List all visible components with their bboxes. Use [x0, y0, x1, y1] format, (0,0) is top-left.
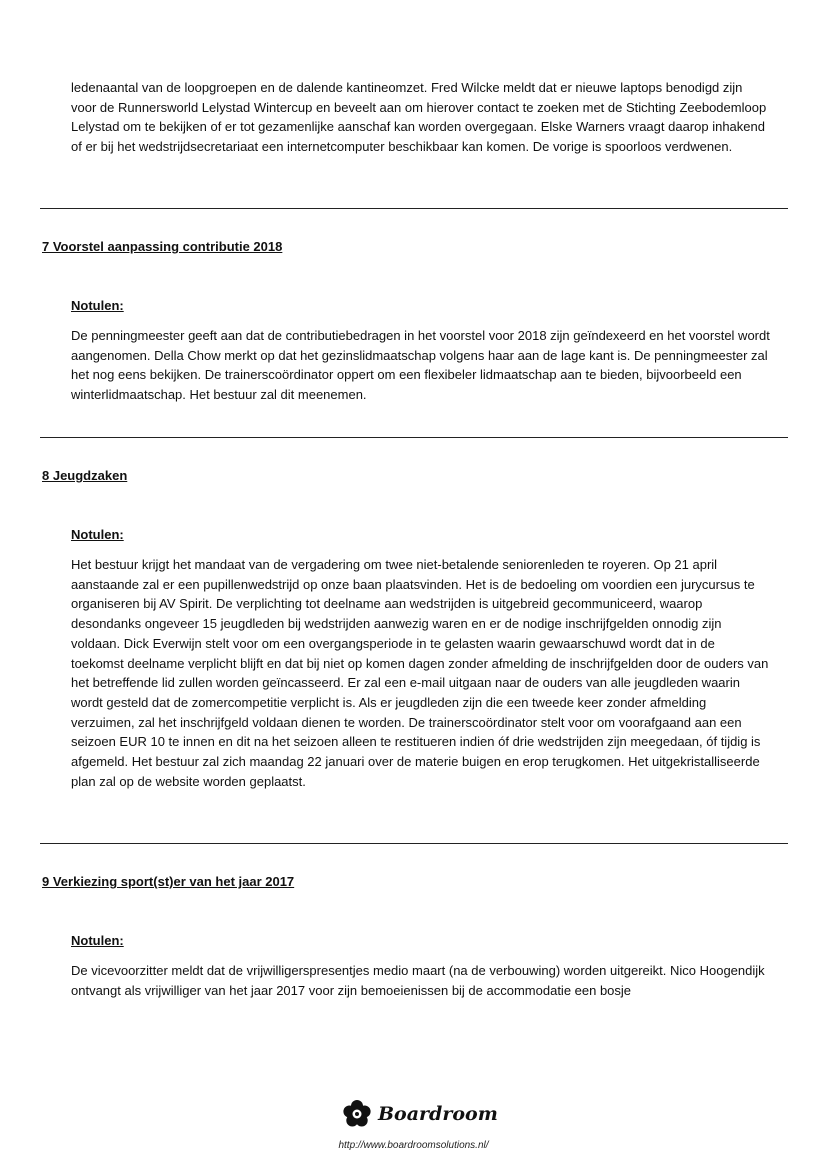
section-divider [40, 208, 788, 209]
section-heading-8: 8 Jeugdzaken [42, 468, 128, 483]
boardroom-logo [342, 1098, 498, 1130]
section-divider [40, 437, 788, 438]
notes-label-9: Notulen: [71, 933, 124, 948]
boardroom-logo-text: Boardroom [378, 1103, 498, 1125]
notes-text-8: Het bestuur krijgt het mandaat van de vergadering om twee niet-betalende seniorenleden te royeren. Op 21 april aanstaande zal er een pupillenwedstrijd op onze baan plaatsvinden. Het is de bedoeling om voordien een jurycursus te organiseren bij AV Spirit. De verplichting tot deelname aan wedstrijden is uitgebreid gecommuniceerd, waarop desondanks ongeveer 15 jeugdleden bij wedstrijden aanwezig waren en er de nodige inschrijfgelden onnodig zijn voldaan. Dick Everwijn stelt voor om een overgangsperiode in te gelasten waarin gewaarschuwd wordt dat in de toekomst deelname verplicht blijft en dat bij niet op komen dagen zonder afmelding de inschrijfgelden door de ouders van het betreffende lid zullen worden geïncasseerd. Er zal een e-mail uitgaan naar de ouders van alle jeugdleden waarin wordt gesteld dat de zomercompetitie verplicht is. Als er jeugdleden zijn die een tweede keer zonder afmelding verzuimen, zal het inschrijfgeld voldaan dienen te worden. De trainerscoördinator stelt voor om voorafgaand aan een seizoen EUR 10 te innen en dit na het seizoen alleen te restitueren indien óf drie wedstrijden zijn meegedaan, óf tijdig is afgemeld. Het bestuur zal zich maandag 22 januari over de materie buigen en erop terugkomen. Het uitgekristalliseerde plan zal op de website worden geplaatst. [71, 557, 769, 789]
continuation-paragraph: ledenaantal van de loopgroepen en de dalende kantineomzet. Fred Wilcke meldt dat er nieuwe laptops benodigd zijn voor de Runnersworld Lelystad Wintercup en beveelt aan om hierover contact te zoeken met de Stichting Zeebodemloop Lelystad om te bekijken of er tot gezamenlijke aanschaf kan worden overgegaan. Elske Warners vraagt daarop inhakend of er bij het wedstrijdsecretariaat een internetcomputer beschikbaar kan komen. De vorige is spoorloos verdwenen. [71, 80, 767, 155]
section-heading-7: 7 Voorstel aanpassing contributie 2018 [42, 239, 283, 254]
section-divider [40, 843, 788, 844]
boardroom-flower-icon [342, 1099, 372, 1129]
notes-text-9: De vicevoorzitter meldt dat de vrijwilligerspresentjes medio maart (na de verbouwing) worden uitgereikt. Nico Hoogendijk ontvangt als vrijwilliger van het jaar 2017 voor zijn bemoeienissen bij de accommodatie een bosje [71, 963, 765, 998]
section-heading-9: 9 Verkiezing sport(st)er van het jaar 2017 [42, 874, 295, 889]
notes-label-8: Notulen: [71, 527, 124, 542]
notes-text-7: De penningmeester geeft aan dat de contributiebedragen in het voorstel voor 2018 zijn geïndexeerd en het voorstel wordt aangenomen. Della Chow merkt op dat het gezinslidmaatschap volgens haar aan de lage kant is. De penningmeester zal het nog eens bekijken. De trainerscoördinator oppert om een flexibeler lidmaatschap aan te bieden, bijvoorbeeld een winterlidmaatschap. Het bestuur zal dit meenemen. [71, 328, 770, 403]
notes-label-7: Notulen: [71, 298, 124, 313]
footer-url[interactable]: http://www.boardroomsolutions.nl/ [338, 1140, 489, 1151]
